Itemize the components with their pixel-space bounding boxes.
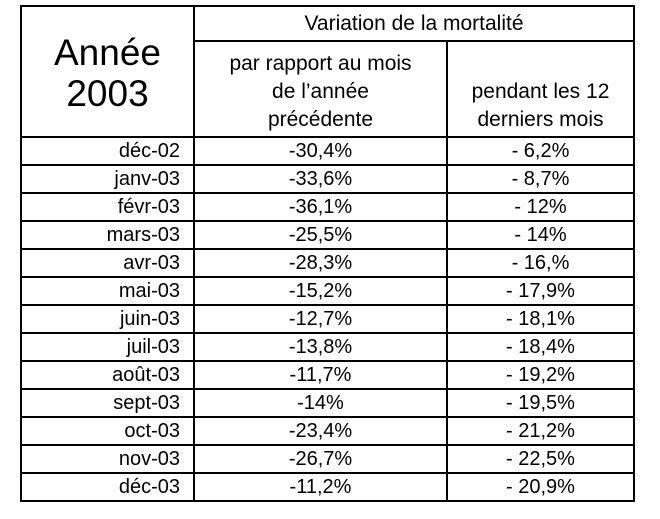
col-header-prev-month-line: précédente [267,108,374,131]
header-row-group [21,6,634,41]
prev-month-variation-cell: -12,7% [194,305,447,333]
prev-month-variation-cell: -23,4% [194,417,447,445]
prev-month-variation-cell: -15,2% [194,277,447,305]
year-label-line2: 2003 [66,72,149,114]
prev-month-variation-cell: -25,5% [194,221,447,249]
table-row [21,473,634,501]
table-row [21,417,634,445]
table-row [21,249,634,277]
last12-variation-cell: - 17,9% [447,277,634,305]
last12-variation-cell: - 8,7% [447,165,634,193]
col-header-prev-month [194,41,447,137]
last12-variation-cell: - 20,9% [447,473,634,501]
prev-month-variation-cell: -30,4% [194,137,447,165]
col-header-prev-month-line: par rapport au mois [229,52,412,75]
last12-variation-cell: - 19,5% [447,389,634,417]
month-cell: déc-02 [21,137,194,165]
group-header: Variation de la mortalité [194,6,634,41]
month-cell: avr-03 [21,249,194,277]
last12-variation-cell: - 16,% [447,249,634,277]
table-row [21,389,634,417]
year-label-line1: Année [54,31,161,73]
month-cell: mars-03 [21,221,194,249]
last12-variation-cell: - 18,1% [447,305,634,333]
month-cell: févr-03 [21,193,194,221]
month-cell: nov-03 [21,445,194,473]
month-cell: mai-03 [21,277,194,305]
last12-variation-cell: - 6,2% [447,137,634,165]
col-header-last12-line: pendant les 12 [471,80,610,103]
prev-month-variation-cell: -28,3% [194,249,447,277]
month-cell: oct-03 [21,417,194,445]
table-header [21,6,634,137]
prev-month-variation-cell: -36,1% [194,193,447,221]
table-row [21,305,634,333]
table-row [21,445,634,473]
table-row [21,277,634,305]
table-row [21,361,634,389]
table-row [21,333,634,361]
prev-month-variation-cell: -33,6% [194,165,447,193]
last12-variation-cell: - 18,4% [447,333,634,361]
table-row [21,137,634,165]
mortality-table [20,5,635,502]
last12-variation-cell: - 19,2% [447,361,634,389]
last12-variation-cell: - 21,2% [447,417,634,445]
month-cell: sept-03 [21,389,194,417]
month-cell: déc-03 [21,473,194,501]
month-cell: janv-03 [21,165,194,193]
col-header-prev-month-line: de l’année [272,80,369,103]
col-header-last12-line: derniers mois [477,108,604,131]
table-body [21,137,634,501]
year-header [21,6,194,137]
table-row [21,165,634,193]
prev-month-variation-cell: -26,7% [194,445,447,473]
prev-month-variation-cell: -13,8% [194,333,447,361]
prev-month-variation-cell: -11,2% [194,473,447,501]
prev-month-variation-cell: -11,7% [194,361,447,389]
last12-variation-cell: - 14% [447,221,634,249]
table-row [21,221,634,249]
month-cell: juin-03 [21,305,194,333]
col-header-last12 [447,41,634,137]
prev-month-variation-cell: -14% [194,389,447,417]
month-cell: juil-03 [21,333,194,361]
last12-variation-cell: - 12% [447,193,634,221]
month-cell: août-03 [21,361,194,389]
table-row [21,193,634,221]
last12-variation-cell: - 22,5% [447,445,634,473]
